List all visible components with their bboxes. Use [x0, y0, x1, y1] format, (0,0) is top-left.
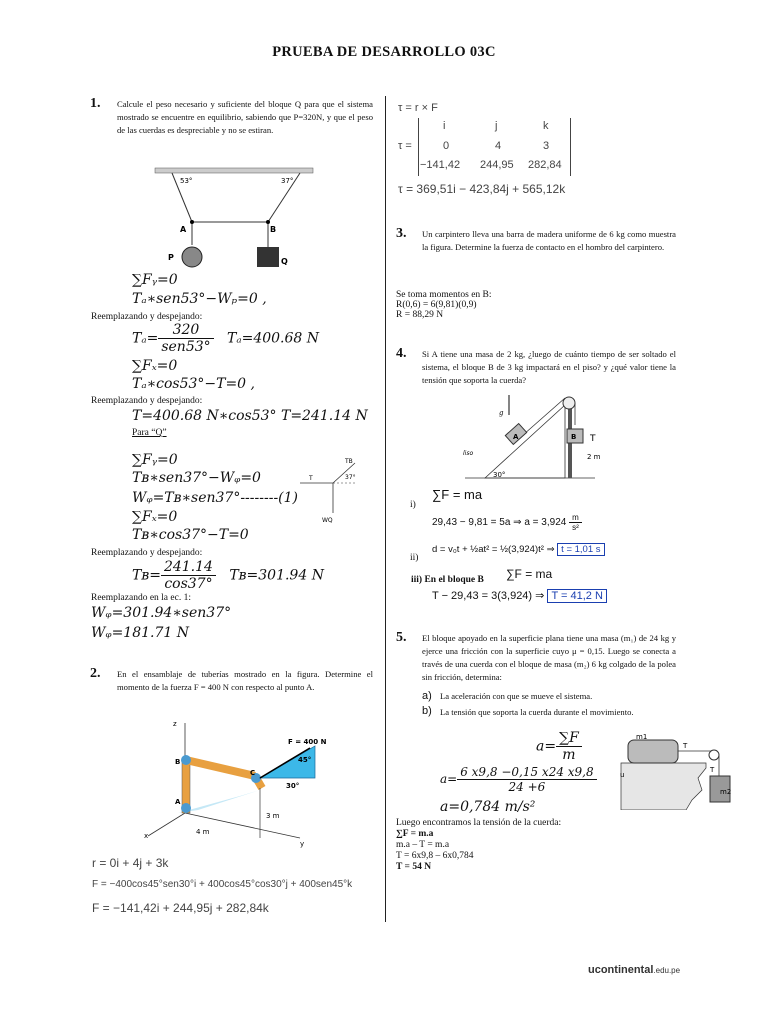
q4-iii-answer: T = 41,2 N — [547, 589, 606, 603]
q3-step-1: Se toma momentos en B: — [396, 290, 492, 300]
q5-tension-result: T = 54 N — [396, 862, 432, 872]
point-b-label: B — [175, 758, 181, 766]
dim-4m-label: 4 m — [196, 828, 210, 836]
m2-label: m2 — [720, 788, 732, 796]
fbd-t-label: T — [309, 475, 313, 482]
f2-lhs: a= — [440, 772, 458, 786]
fbd-angle-label: 37° — [345, 474, 356, 481]
det-r-y: 4 — [495, 140, 502, 152]
para-q: Para “Q” — [132, 428, 167, 438]
q5-a-marker: a) — [422, 690, 432, 702]
page-title: PRUEBA DE DESARROLLO 03C — [272, 44, 496, 60]
q5-pulley-figure — [616, 728, 746, 810]
q3-statement: Un carpintero lleva una barra de madera uniforme de 6 kg como muestra la figura. Determine la fuerza de contacto en el hombro del carpintero. — [422, 229, 676, 252]
q4-i-eq-text: 29,43 − 9,81 = 5a ⇒ a = 3,924 — [432, 517, 567, 529]
f1-lhs: a= — [536, 738, 557, 755]
q1-free-body-diagram — [295, 455, 370, 525]
unit-s2: s² — [572, 523, 579, 532]
eq-sum-fy: ∑Fᵧ=0 — [132, 272, 178, 288]
point-a-label: A — [175, 798, 181, 806]
q2-number: 2. — [90, 666, 101, 681]
q4-ii-equation — [432, 544, 605, 555]
force-vector: F = −141,42i + 244,95j + 282,84k — [92, 901, 269, 915]
gravity-label: g — [499, 409, 504, 417]
det-k: k — [543, 120, 549, 132]
torque-definition: τ = r × F — [398, 102, 438, 114]
mu-label: u — [620, 771, 625, 779]
block-a-label: A — [513, 433, 519, 441]
t-horizontal-label: T — [683, 742, 688, 750]
dim-3m-label: 3 m — [266, 812, 280, 820]
force-label: F = 400 N — [288, 738, 327, 746]
weight-p-label: P — [168, 253, 174, 262]
fbd-wq-label: WQ — [322, 517, 333, 524]
det-j: j — [495, 120, 498, 132]
q4-iii-eq-text: T − 29,43 = 3(3,924) ⇒ — [432, 590, 545, 602]
q5-statement: El bloque apoyado en la superficie plana tiene una masa (m₁) de 24 kg y ejerce una fricción con la superficie cuyo μ = 0,15. Luego se conecta a través de una cuerda con el bloque de masa (m₂) 6 kg colgado de la polea sin fricción, determina: — [422, 633, 676, 682]
eq-t-result: T=400.68 N∗cos53° T=241.14 N — [132, 408, 368, 424]
reemplazando-3: Reemplazando y despejando: — [91, 548, 203, 558]
unit-m: m — [569, 513, 582, 523]
column-divider — [385, 96, 386, 922]
point-b-label: B — [270, 225, 277, 234]
eq-ta-fraction — [132, 322, 319, 355]
q1-figure — [150, 165, 320, 277]
axis-x-label: x — [144, 832, 149, 840]
q4-statement: Si A tiene una masa de 2 kg, ¿luego de cuánto tiempo de ser soltado el sistema, el bloque B de 3 kg impactará en el piso? y ¿qué valor tiene la tensión que soporta la cuerda? — [422, 349, 676, 385]
weight-q-label: Q — [281, 257, 288, 266]
point-a-label: A — [180, 225, 187, 234]
position-vector: r = 0i + 4j + 3k — [92, 856, 169, 870]
q5-number: 5. — [396, 630, 407, 645]
brand-name: ucontinental — [588, 964, 654, 976]
tb-denominator: cos37° — [164, 576, 213, 592]
det-r-z: 3 — [543, 140, 550, 152]
eq-sum-fx-q: ∑Fₓ=0 — [132, 509, 178, 525]
q4-ii-label: ii) — [410, 553, 419, 563]
q5-tension-intro: Luego encontramos la tensión de la cuerda: — [396, 818, 562, 828]
angle-30-label: 30° — [286, 782, 300, 790]
liso-label: liso — [463, 450, 474, 457]
q5-b-marker: b) — [422, 705, 432, 717]
q5-a-text: La aceleración con que se mueve el sistema. — [440, 691, 593, 701]
q2-statement: En el ensamblaje de tuberías mostrado en la figura. Determine el momento de la fuerza F = 400 N con respecto al punto A. — [117, 669, 373, 692]
angle-30-label: 30° — [493, 471, 506, 479]
ta-numerator: 320 — [158, 322, 213, 339]
angle-37-label: 37° — [281, 177, 294, 185]
q4-i-sum: ∑F = ma — [432, 487, 483, 502]
q4-ii-answer: t = 1,01 s — [557, 543, 604, 556]
ta-denominator: sen53° — [161, 339, 211, 355]
q3-number: 3. — [396, 226, 407, 241]
det-f-z: 282,84 — [528, 159, 562, 171]
q2-pipe-figure — [140, 718, 340, 848]
height-label: 2 m — [587, 453, 601, 461]
tb-numerator: 241.14 — [161, 559, 216, 576]
tb-lhs: Tʙ= — [132, 567, 161, 584]
ta-result: Tₐ=400.68 N — [227, 330, 320, 347]
block-b-label: B — [571, 433, 577, 441]
axis-z-label: z — [173, 720, 177, 728]
q3-step-3: R = 88,29 N — [396, 310, 444, 320]
q5-b-text: La tensión que soporta la cuerda durante el movimiento. — [440, 707, 634, 717]
q4-number: 4. — [396, 346, 407, 361]
det-f-x: −141,42 — [420, 159, 461, 171]
tb-result: Tʙ=301.94 N — [229, 567, 324, 584]
f1-numerator: ∑F — [556, 730, 582, 747]
q4-i-equation — [432, 513, 582, 532]
f2-denominator: 24 +6 — [508, 780, 546, 794]
axis-y-label: y — [300, 840, 305, 848]
m1-label: m1 — [636, 733, 648, 741]
f2-numerator: 6 x9,8 −0,15 x24 x9,8 — [457, 765, 596, 780]
q4-iii-sum: ∑F = ma — [506, 567, 553, 581]
q5-tension-step-1: ∑F = m.a — [396, 829, 434, 839]
ta-lhs: Tₐ= — [132, 330, 159, 347]
q5-formula-1 — [536, 730, 582, 763]
q1-number: 1. — [90, 96, 101, 111]
torque-result: τ = 369,51i − 423,84j + 565,12k — [398, 182, 566, 196]
eq-wq-1: Wᵩ=Tʙ∗sen37°--------(1) — [132, 490, 299, 506]
q3-step-2: R(0,6) = 6(9,81)(0,9) — [396, 300, 477, 310]
force-components: F = −400cos45°sen30°i + 400cos45°cos30°j + 400sen45°k — [92, 879, 353, 890]
eq-sum-fy-q: ∑Fᵧ=0 — [132, 452, 178, 468]
point-c-label: C — [250, 769, 256, 777]
eq-sum-fx: ∑Fₓ=0 — [132, 358, 178, 374]
eq-ta-cos53: Tₐ∗cos53°−T=0 , — [132, 376, 255, 392]
brand-suffix: .edu.pe — [653, 966, 681, 975]
q5-formula-2 — [440, 765, 597, 794]
tension-label: T — [590, 434, 596, 444]
footer-brand-logo — [588, 964, 680, 976]
torque-determinant: τ = i j k 0 4 3 −141,42 244,95 282,84 — [398, 118, 573, 176]
q4-iii-equation — [432, 589, 607, 602]
reemplazando-1: Reemplazando y despejando: — [91, 312, 203, 322]
eq-tb-fraction — [132, 559, 324, 592]
eq-wq-final: Wᵩ=181.71 N — [91, 625, 189, 641]
det-r-x: 0 — [443, 140, 450, 152]
eq-ta-sen53: Tₐ∗sen53°−Wₚ=0 , — [132, 291, 267, 307]
f1-denominator: m — [562, 747, 576, 763]
q4-ii-eq-text: d = v₀t + ½at² = ½(3,924)t² ⇒ — [432, 544, 555, 555]
angle-53-label: 53° — [180, 177, 193, 185]
fbd-tb-label: TB — [345, 458, 353, 465]
q4-incline-figure — [455, 393, 605, 485]
eq-tb-cos37: Tʙ∗cos37°−T=0 — [132, 527, 249, 543]
t-vertical-label: T — [710, 766, 715, 774]
q5-tension-step-2: m.a – T = m.a — [396, 840, 450, 850]
q5-formula-3: a=0,784 m/s² — [440, 799, 536, 815]
angle-45-label: 45° — [298, 756, 312, 764]
q4-i-label: i) — [410, 500, 416, 510]
eq-tb-sen37: Tʙ∗sen37°−Wᵩ=0 — [132, 470, 261, 486]
reemplazando-2: Reemplazando y despejando: — [91, 396, 203, 406]
det-f-y: 244,95 — [480, 159, 514, 171]
reemplazando-4: Reemplazando en la ec. 1: — [91, 593, 191, 603]
q5-tension-step-3: T = 6x9,8 – 6x0,784 — [396, 851, 474, 861]
eq-wq-sub: Wᵩ=301.94∗sen37° — [91, 605, 232, 621]
det-i: i — [443, 120, 446, 132]
q4-iii-label: iii) En el bloque B — [411, 575, 484, 585]
q1-statement: Calcule el peso necesario y suficiente del bloque Q para que el sistema mostrado se encuentre en equilibrio, sabiendo que P=320N, y que el peso de las cuerdas es despreciable y no se estiran. — [117, 99, 373, 135]
